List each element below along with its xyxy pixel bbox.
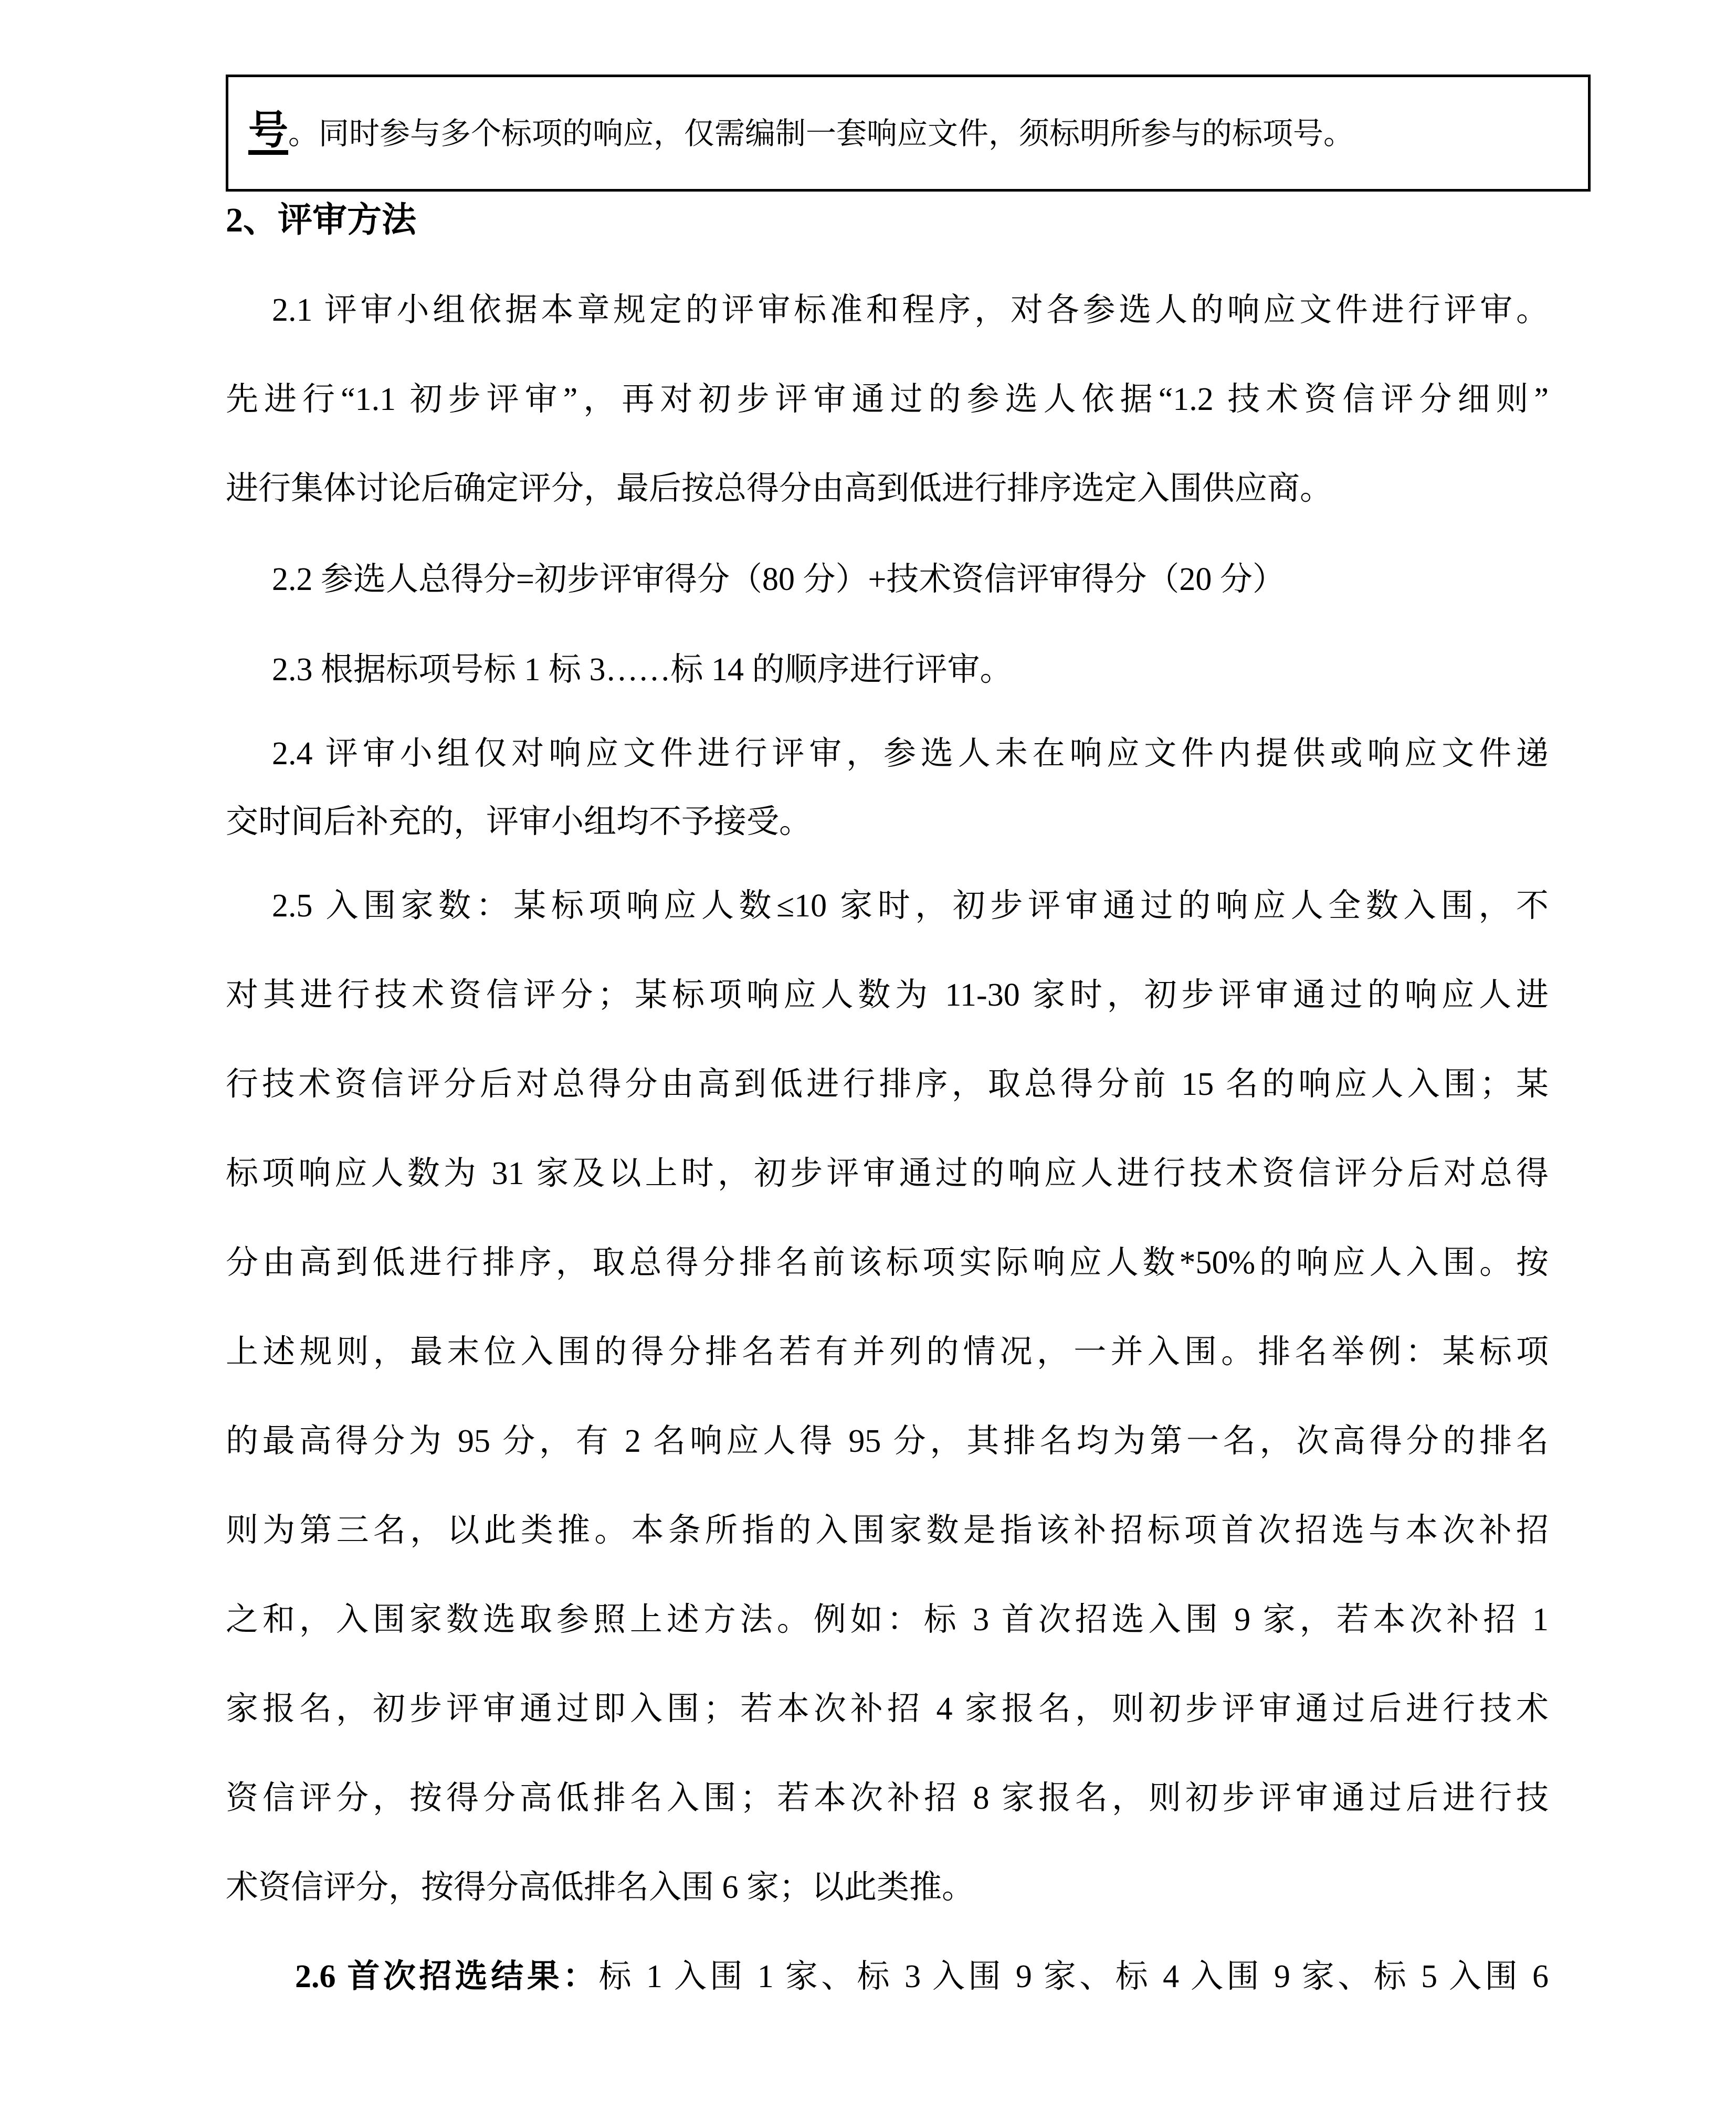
- text-segment: 的最高得分为 95 分，有 2 名响应人得 95 分，其排名均为第一名，次高得分的排名: [226, 1423, 1549, 1459]
- text-segment: 行技术资信评分后对总得分由高到低进行排序，取总得分前 15 名的响应人入围；某: [226, 1067, 1549, 1102]
- text-segment: 则为第三名，以此类推。本条所指的入围家数是指该补招标项首次招选与本次补招: [226, 1513, 1549, 1548]
- text-line: [226, 720, 1549, 788]
- text-segment: 先进行“1.1 初步评审”，再对初步评审通过的参选人依据“1.2 技术资信评分细则”: [226, 382, 1549, 417]
- text-segment: 2.1 评审小组依据本章规定的评审标准和程序，对各参选人的响应文件进行评审。: [272, 292, 1549, 328]
- text-segment: 家报名，初步评审通过即入围；若本次补招 4 家报名，则初步评审通过后进行技术: [226, 1691, 1549, 1727]
- text-line: [226, 444, 1549, 533]
- text-segment: 2.6 首次招选结果：: [295, 1959, 599, 1994]
- text-line: [226, 355, 1549, 444]
- text-line: [226, 1843, 1549, 1932]
- text-line: [226, 1575, 1549, 1664]
- text-segment: 标 1 入围 1 家、标 3 入围 9 家、标 4 入围 9 家、标 5 入围 6: [598, 1959, 1549, 1994]
- text-segment: 标项响应人数为 31 家及以上时，初步评审通过的响应人进行技术资信评分后对总得: [226, 1156, 1549, 1191]
- paragraph-2-1: [226, 266, 1549, 533]
- section-heading: 2、评审方法: [226, 201, 416, 239]
- text-line: [226, 1397, 1549, 1486]
- text-segment: 之和，入围家数选取参照上述方法。例如：标 3 首次招选入围 9 家，若本次补招 1: [226, 1602, 1549, 1638]
- text-line: [248, 91, 1572, 174]
- text-line: [226, 861, 1549, 951]
- paragraph-2-5: [226, 861, 1549, 1932]
- text-line: [226, 1664, 1549, 1754]
- text-segment: 分由高到低进行排序，取总得分排名前该标项实际响应人数*50%的响应人入围。按: [226, 1245, 1549, 1281]
- text-segment: 资信评分，按得分高低排名入围；若本次补招 8 家报名，则初步评审通过后进行技: [226, 1780, 1549, 1816]
- text-line: [226, 1932, 1549, 2021]
- text-line: [226, 535, 1549, 624]
- text-line: [226, 1129, 1549, 1218]
- text-segment: 2.5 入围家数：某标项响应人数≤10 家时，初步评审通过的响应人全数入围，不: [272, 888, 1549, 924]
- text-segment: 。同时参与多个标项的响应，仅需编制一套响应文件，须标明所参与的标项号。: [288, 117, 1354, 151]
- paragraph-2-2: [226, 535, 1549, 624]
- text-line: [226, 1754, 1549, 1843]
- text-line: [226, 625, 1549, 714]
- note-box: [226, 75, 1591, 192]
- text-line: [226, 1486, 1549, 1575]
- text-segment: 号: [248, 109, 288, 153]
- text-line: [226, 1040, 1549, 1129]
- text-segment: 2.2 参选人总得分=初步评审得分（80 分）+技术资信评审得分（20 分）: [272, 562, 1285, 597]
- text-segment: 交时间后补充的，评审小组均不予接受。: [226, 804, 812, 840]
- text-segment: 对其进行技术资信评分；某标项响应人数为 11-30 家时，初步评审通过的响应人进: [226, 977, 1549, 1013]
- text-line: [226, 951, 1549, 1040]
- text-line: [226, 1218, 1549, 1307]
- text-line: [226, 266, 1549, 355]
- text-segment: 2.3 根据标项号标 1 标 3……标 14 的顺序进行评审。: [272, 652, 1013, 688]
- text-segment: 上述规则，最末位入围的得分排名若有并列的情况，一并入围。排名举例：某标项: [226, 1334, 1549, 1370]
- text-line: [226, 788, 1549, 856]
- text-segment: 进行集体讨论后确定评分，最后按总得分由高到低进行排序选定入围供应商。: [226, 471, 1333, 506]
- paragraph-2-6: [226, 1932, 1549, 2021]
- text-line: [226, 1307, 1549, 1397]
- text-segment: 2.4 评审小组仅对响应文件进行评审，参选人未在响应文件内提供或响应文件递: [272, 736, 1549, 772]
- paragraph-2-4: [226, 720, 1549, 856]
- text-segment: 术资信评分，按得分高低排名入围 6 家；以此类推。: [226, 1870, 975, 1905]
- paragraph-2-3: [226, 625, 1549, 714]
